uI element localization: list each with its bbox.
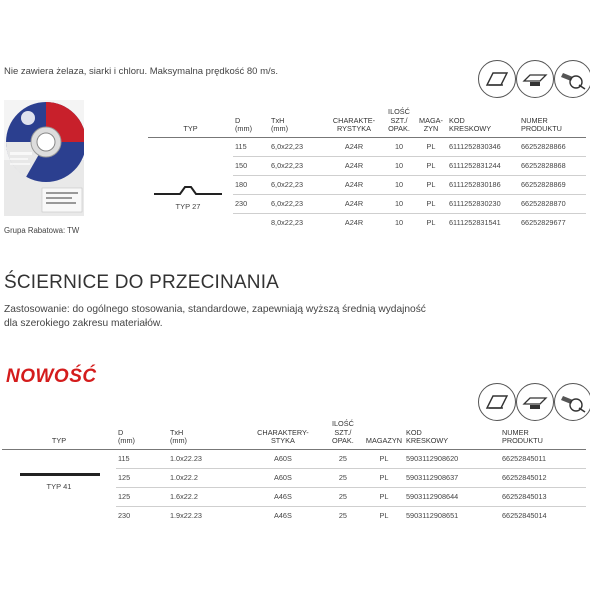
inox-plate-icon (516, 60, 554, 98)
cell-product: 66252845014 (500, 506, 586, 525)
col-header-typ: TYP (2, 420, 116, 449)
cell-barcode: 6111252831244 (447, 156, 519, 175)
angle-grinder-icon (554, 383, 590, 421)
cell-char: A24R (325, 194, 383, 213)
cell-txh: 6,0x22,23 (269, 175, 325, 194)
col-header-kod: KOD KRESKOWY (404, 420, 500, 449)
grinding-disc-image (4, 100, 84, 216)
cell-d: 115 (116, 449, 168, 468)
cell-barcode: 6111252831541 (447, 213, 519, 232)
cell-mag: PL (415, 194, 447, 213)
cell-product: 66252845012 (500, 468, 586, 487)
cell-char: A60S (244, 449, 322, 468)
col-header-txh: TxH (mm) (168, 420, 244, 449)
cell-mag: PL (364, 487, 404, 506)
cell-mag: PL (364, 468, 404, 487)
cell-txh: 1.0x22.2 (168, 468, 244, 487)
col-header-txh: TxH (mm) (269, 108, 325, 137)
type-cell (2, 449, 116, 525)
section-title: ŚCIERNICE DO PRZECINANIA (4, 272, 280, 293)
metal-profile-icon (478, 60, 516, 98)
col-header-kod: KOD KRESKOWY (447, 108, 519, 137)
group-label-text: Grupa Rabatowa: (4, 226, 66, 235)
col-header-d: D (mm) (116, 420, 168, 449)
cell-mag: PL (364, 506, 404, 525)
cell-char: A24R (325, 156, 383, 175)
cell-d: 150 (233, 156, 269, 175)
intro-text: Nie zawiera żelaza, siarki i chloru. Maksymalna prędkość 80 m/s. (4, 66, 279, 77)
col-header-ilosc: ILOŚĆ SZT./ OPAK. (383, 108, 415, 137)
cell-d: 230 (233, 194, 269, 213)
cell-product: 66252828868 (519, 156, 586, 175)
cell-qty: 25 (322, 506, 364, 525)
cell-txh: 6,0x22,23 (269, 194, 325, 213)
cell-char: A24R (325, 137, 383, 156)
spec-table-typ41 (2, 420, 586, 525)
col-header-magazyn: MAGA- ZYN (415, 108, 447, 137)
cell-barcode: 6111252830346 (447, 137, 519, 156)
cell-d: 115 (233, 137, 269, 156)
cell-char: A46S (244, 506, 322, 525)
cell-qty: 25 (322, 487, 364, 506)
cell-barcode: 5903112908644 (404, 487, 500, 506)
cell-qty: 25 (322, 449, 364, 468)
cell-d: 180 (233, 175, 269, 194)
cell-qty: 10 (383, 156, 415, 175)
type-label: TYP 41 (46, 481, 72, 491)
cell-product: 66252829677 (519, 213, 586, 232)
section-description-line: Zastosowanie: do ogólnego stosowania, standardowe, zapewniają wyższą średnią wydajność (4, 304, 426, 315)
cell-mag: PL (364, 449, 404, 468)
type-label: TYP 27 (175, 201, 201, 211)
cell-product: 66252828870 (519, 194, 586, 213)
inox-plate-icon (516, 383, 554, 421)
cell-product: 66252828869 (519, 175, 586, 194)
cell-char: A24R (325, 213, 383, 232)
cell-txh: 8,0x22,23 (269, 213, 325, 232)
cell-qty: 10 (383, 137, 415, 156)
typ27-profile-icon (152, 184, 224, 198)
cell-txh: 1.9x22.23 (168, 506, 244, 525)
cell-barcode: 5903112908620 (404, 449, 500, 468)
cell-txh: 1.0x22.23 (168, 449, 244, 468)
cell-d (233, 213, 269, 232)
cell-barcode: 6111252830186 (447, 175, 519, 194)
cell-mag: PL (415, 156, 447, 175)
cell-mag: PL (415, 175, 447, 194)
table-row (148, 137, 586, 156)
col-header-numer: NUMER PRODUKTU (500, 420, 586, 449)
cell-mag: PL (415, 137, 447, 156)
cell-char: A46S (244, 487, 322, 506)
cell-txh: 6,0x22,23 (269, 156, 325, 175)
type-cell (148, 137, 233, 232)
group-value: TW (67, 226, 80, 235)
col-header-typ: TYP (148, 108, 233, 137)
cell-product: 66252845011 (500, 449, 586, 468)
cell-char: A24R (325, 175, 383, 194)
table-row (2, 449, 586, 468)
cell-txh: 6,0x22,23 (269, 137, 325, 156)
cell-qty: 10 (383, 175, 415, 194)
cell-mag: PL (415, 213, 447, 232)
angle-grinder-icon (554, 60, 590, 98)
spec-table-typ27 (148, 108, 586, 232)
cell-d: 125 (116, 468, 168, 487)
cell-d: 125 (116, 487, 168, 506)
new-badge: NOWOŚĆ (6, 366, 97, 387)
section-description-line: dla szerokiego zakresu materiałów. (4, 318, 163, 329)
cell-qty: 25 (322, 468, 364, 487)
cell-product: 66252845013 (500, 487, 586, 506)
col-header-ilosc: ILOŚĆ SZT./ OPAK. (322, 420, 364, 449)
col-header-d: D (mm) (233, 108, 269, 137)
cell-barcode: 5903112908651 (404, 506, 500, 525)
cell-qty: 10 (383, 213, 415, 232)
cell-barcode: 5903112908637 (404, 468, 500, 487)
cell-qty: 10 (383, 194, 415, 213)
cell-d: 230 (116, 506, 168, 525)
col-header-charakterystyka: CHARAKTE- RYSTYKA (325, 108, 383, 137)
group-label (4, 226, 79, 235)
typ41-profile-icon (20, 472, 100, 478)
col-header-numer: NUMER PRODUKTU (519, 108, 586, 137)
cell-txh: 1.6x22.2 (168, 487, 244, 506)
section-description (4, 303, 584, 331)
cell-barcode: 6111252830230 (447, 194, 519, 213)
cell-char: A60S (244, 468, 322, 487)
col-header-charakterystyka: CHARAKTERY- STYKA (244, 420, 322, 449)
col-header-magazyn: MAGAZYN (364, 420, 404, 449)
metal-profile-icon (478, 383, 516, 421)
cell-product: 66252828866 (519, 137, 586, 156)
